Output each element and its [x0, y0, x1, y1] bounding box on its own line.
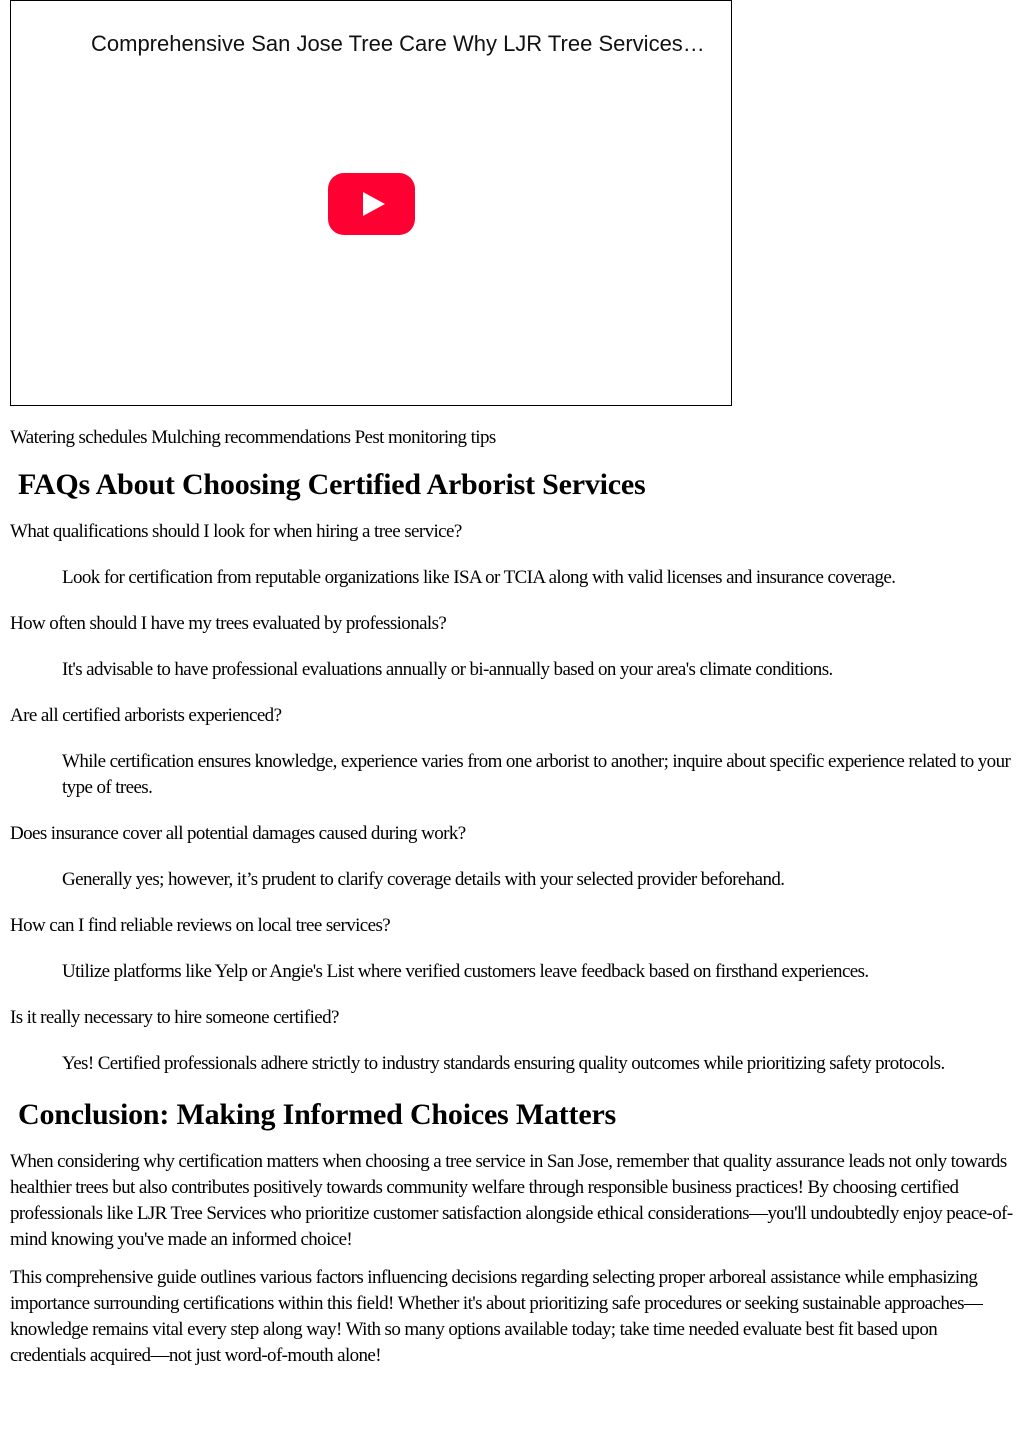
- faq-answer: Utilize platforms like Yelp or Angie's List where verified customers leave feedback based on firsthand experiences.: [62, 961, 869, 982]
- video-title[interactable]: Comprehensive San Jose Tree Care Why LJR Tree Services…: [91, 31, 705, 56]
- faq-item: [10, 519, 1014, 591]
- faq-item: [10, 913, 1014, 985]
- faq-question: What qualifications should I look for when hiring a tree service?: [10, 521, 462, 542]
- faq-heading: FAQs About Choosing Certified Arborist Services: [18, 468, 646, 501]
- faq-question: Does insurance cover all potential damages caused during work?: [10, 823, 466, 844]
- conclusion-heading: Conclusion: Making Informed Choices Matters: [18, 1098, 617, 1131]
- faq-question: How can I find reliable reviews on local tree services?: [10, 915, 391, 936]
- article-content: [10, 425, 1014, 1381]
- faq-item: [10, 1005, 1014, 1077]
- faq-list: [10, 519, 1014, 1077]
- faq-answer: Yes! Certified professionals adhere strictly to industry standards ensuring quality outcomes while prioritizing safety protocols.: [62, 1053, 945, 1074]
- faq-question: How often should I have my trees evaluated by professionals?: [10, 613, 447, 634]
- play-icon[interactable]: [328, 173, 415, 235]
- conclusion-paragraph: This comprehensive guide outlines various factors influencing decisions regarding selecting proper arboreal assistance while emphasizing importance surrounding certifications within this field! Whether it's about prioritizing safe procedures or seeking sustainable approaches—knowledge remains vital every step along way! With so many options available today; take time needed evaluate best fit based upon credentials acquired—not just word-of-mouth alone!: [10, 1267, 983, 1366]
- faq-answer: While certification ensures knowledge, experience varies from one arborist to another; inquire about specific experience related to your type of trees.: [62, 751, 1011, 798]
- conclusion-paragraph: When considering why certification matters when choosing a tree service in San Jose, remember that quality assurance leads not only towards healthier trees but also contributes positively towards community welfare through responsible business practices! By choosing certified professionals like LJR Tree Services who prioritize customer satisfaction alongside ethical considerations—you'll undoubtedly enjoy peace-of-mind knowing you've made an informed choice!: [10, 1151, 1013, 1250]
- faq-item: [10, 821, 1014, 893]
- faq-question: Are all certified arborists experienced?: [10, 705, 282, 726]
- faq-answer: Look for certification from reputable organizations like ISA or TCIA along with valid licenses and insurance coverage.: [62, 567, 896, 588]
- faq-answer: Generally yes; however, it’s prudent to clarify coverage details with your selected provider beforehand.: [62, 869, 785, 890]
- video-embed[interactable]: [10, 0, 732, 406]
- intro-line: Watering schedules Mulching recommendations Pest monitoring tips: [10, 427, 496, 448]
- faq-item: [10, 703, 1014, 801]
- faq-answer: It's advisable to have professional evaluations annually or bi-annually based on your area's climate conditions.: [62, 659, 833, 680]
- faq-question: Is it really necessary to hire someone certified?: [10, 1007, 339, 1028]
- faq-item: [10, 611, 1014, 683]
